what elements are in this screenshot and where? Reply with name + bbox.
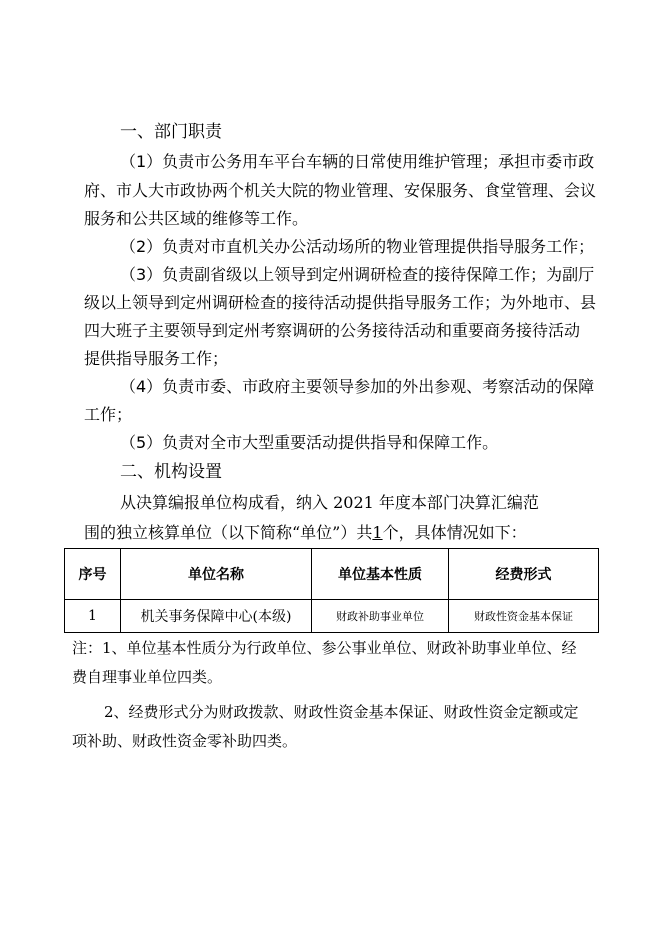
structure-intro-line-2	[84, 522, 527, 544]
cell-unit-nature: 财政补助事业单位	[312, 600, 449, 633]
cell-index: 1	[65, 600, 121, 633]
duty-4-line-2: 工作；	[84, 405, 133, 424]
table-header-row	[65, 549, 599, 600]
col-header-unit-name: 单位名称	[121, 549, 312, 600]
section-heading-structure: 二、机构设置	[120, 462, 222, 482]
duty-3-line-3: 四大班子主要领导到定州考察调研的公务接待活动和重要商务接待活动	[84, 321, 581, 340]
col-header-index: 序号	[65, 549, 121, 600]
duty-2-line-1: （2）负责对市直机关办公活动场所的物业管理提供指导服务工作；	[120, 237, 595, 256]
structure-intro-line-1: 从决算编报单位构成看，纳入 2021 年度本部门决算汇编范	[120, 493, 539, 512]
duty-3-line-4: 提供指导服务工作；	[84, 349, 229, 368]
unit-table	[64, 548, 599, 633]
note-1-line-2: 费自理事业单位四类。	[72, 668, 223, 686]
intro-line-2-prefix: 围的独立核算单位（以下简称“单位”）共	[84, 523, 373, 542]
note-2-line-1: 2、经费形式分为财政拨款、财政性资金基本保证、财政性资金定额或定	[104, 703, 579, 721]
cell-unit-name: 机关事务保障中心(本级)	[121, 600, 312, 633]
col-header-funding-form: 经费形式	[449, 549, 599, 600]
duty-1-line-3: 服务和公共区域的维修等工作。	[84, 209, 309, 228]
unit-count: 1	[372, 523, 383, 542]
duty-5-line-1: （5）负责对全市大型重要活动提供指导和保障工作。	[120, 433, 499, 452]
table-row	[65, 600, 599, 633]
duty-1-line-2: 府、市人大市政协两个机关大院的物业管理、安保服务、食堂管理、会议	[84, 181, 597, 200]
duty-3-line-2: 级以上领导到定州调研检查的接待活动提供指导服务工作；为外地市、县	[84, 293, 597, 312]
note-2-line-2: 项补助、财政性资金零补助四类。	[72, 732, 298, 750]
intro-line-2-suffix: 个，具体情况如下：	[382, 523, 527, 542]
cell-funding-form: 财政性资金基本保证	[449, 600, 599, 633]
note-1-line-1: 注：1、单位基本性质分为行政单位、参公事业单位、财政补助事业单位、经	[72, 639, 577, 657]
section-heading-duties: 一、部门职责	[120, 122, 222, 142]
duty-3-line-1: （3）负责副省级以上领导到定州调研检查的接待保障工作；为副厅	[120, 265, 595, 284]
duty-1-line-1: （1）负责市公务用车平台车辆的日常使用维护管理；承担市委市政	[120, 152, 595, 171]
col-header-unit-nature: 单位基本性质	[312, 549, 449, 600]
duty-4-line-1: （4）负责市委、市政府主要领导参加的外出参观、考察活动的保障	[120, 377, 595, 396]
